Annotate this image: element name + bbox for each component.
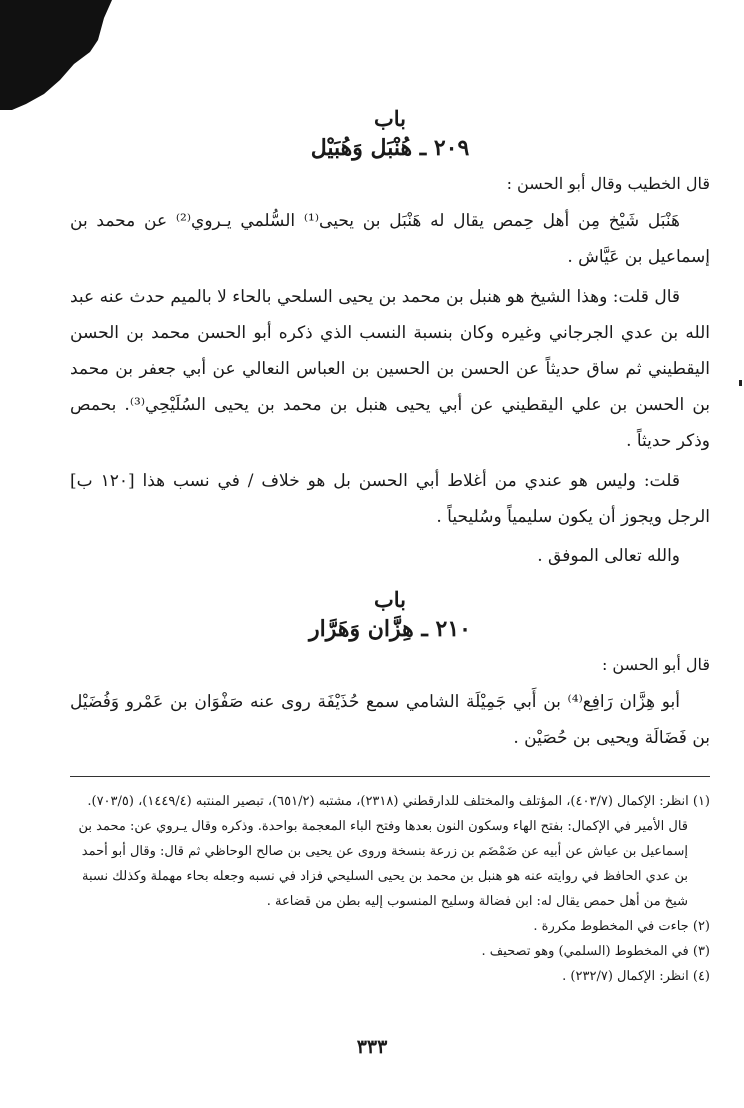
section-title: ٢٠٩ ـ هُنْبَل وَهُبَيْل <box>310 135 470 161</box>
margin-mark <box>739 380 742 386</box>
section-title: ٢١٠ ـ هِزَّان وَهَرَّار <box>309 616 471 642</box>
commentary-text: قال قلت: وهذا الشيخ هو هنبل بن محمد بن يحيى السلحي بالحاء لا بالميم حدث عنه عبد الله بن عدي الجرجاني وغيره وكان بنسبة النسب الذي ذكره أبو الحسن محمد بن الحسن اليقطيني ثم ساق حديثاً عن الحسن بن الحسين بن العباس النعالي عن أبي جعفر بن محمد بن الحسن بن علي اليقطيني عن أبي يحيى هنبل بن محمد بن يحيى السُلَيْحِي⁽³⁾. بحمص وذكر حديثاً . <box>70 287 710 451</box>
torn-corner-mark <box>0 0 112 110</box>
note-text: قلت: وليس هو عندي من أغلاط أبي الحسن بل هو خلاف / في نسب هذا [١٢٠ ب] الرجل ويجوز أن يكون سليمياً وسُليحياً . <box>70 471 710 527</box>
page-body <box>70 100 710 989</box>
entry-text: هَنْبَل شَيْخ مِن أهل حِمص يقال له هَنْبَل بن يحيى⁽¹⁾ السُّلمي يـروي⁽²⁾ عن محمد بن إسماعيل بن عَيَّاش . <box>70 211 710 267</box>
page-number: ٣٣٣ <box>356 1036 388 1058</box>
section-intro: قال أبو الحسن : <box>601 655 710 674</box>
footnote-2: (٢) جاءت في المخطوط مكررة . <box>533 919 710 934</box>
footnote-separator <box>70 776 710 777</box>
closing-line: والله تعالى الموفق . <box>537 546 680 566</box>
footnote-1-note: قال الأمير في الإكمال: بفتح الهاء وسكون النون بعدها وفتح الباء المعجمة بواحدة. وذكره وقال يـروي عن: محمد بن إسماعيل بن عياش عن أبيه عن ضَمْضَم بن زرعة بنسخة وروى عن يحيى بن صالح الوحاظي ثم قال: وقال أبو أحمد بن عدي الحافظ في روايته عنه هو هنبل بن محمد بن يحيى السليحي فزاد في نسبه وجعله بحاء مهملة وكذلك نسبة شيخ من أهل حمص يقال له: ابن فضالة وسليح المنسوب إليه بطن من قضاعة . <box>78 819 688 909</box>
footnote-4: (٤) انظر: الإكمال (٢٣٢/٧) . <box>562 969 710 984</box>
section-heading: باب <box>373 587 406 612</box>
entry-text: أبو هِزَّان رَافِع⁽⁴⁾ بن أَبي جَمِيْلَة الشامي سمع حُذَيْفَة روى عنه صَفْوَان بن عَمْرو وَفُضَيْل بن فَضَالَة ويحيى بن حُصَيْن . <box>70 692 710 748</box>
section-heading: باب <box>373 106 406 131</box>
section-intro: قال الخطيب وقال أبو الحسن : <box>506 174 710 193</box>
footnote-1: (١) انظر: الإكمال (٤٠٣/٧)، المؤتلف والمختلف للدارقطني (٢٣١٨)، مشتبه (٦٥١/٢)، تبصير المنتبه (١٤٤٩/٤)، (٧٠٣/٥). <box>87 794 710 809</box>
footnote-3: (٣) في المخطوط (السلمي) وهو تصحيف . <box>481 944 710 959</box>
